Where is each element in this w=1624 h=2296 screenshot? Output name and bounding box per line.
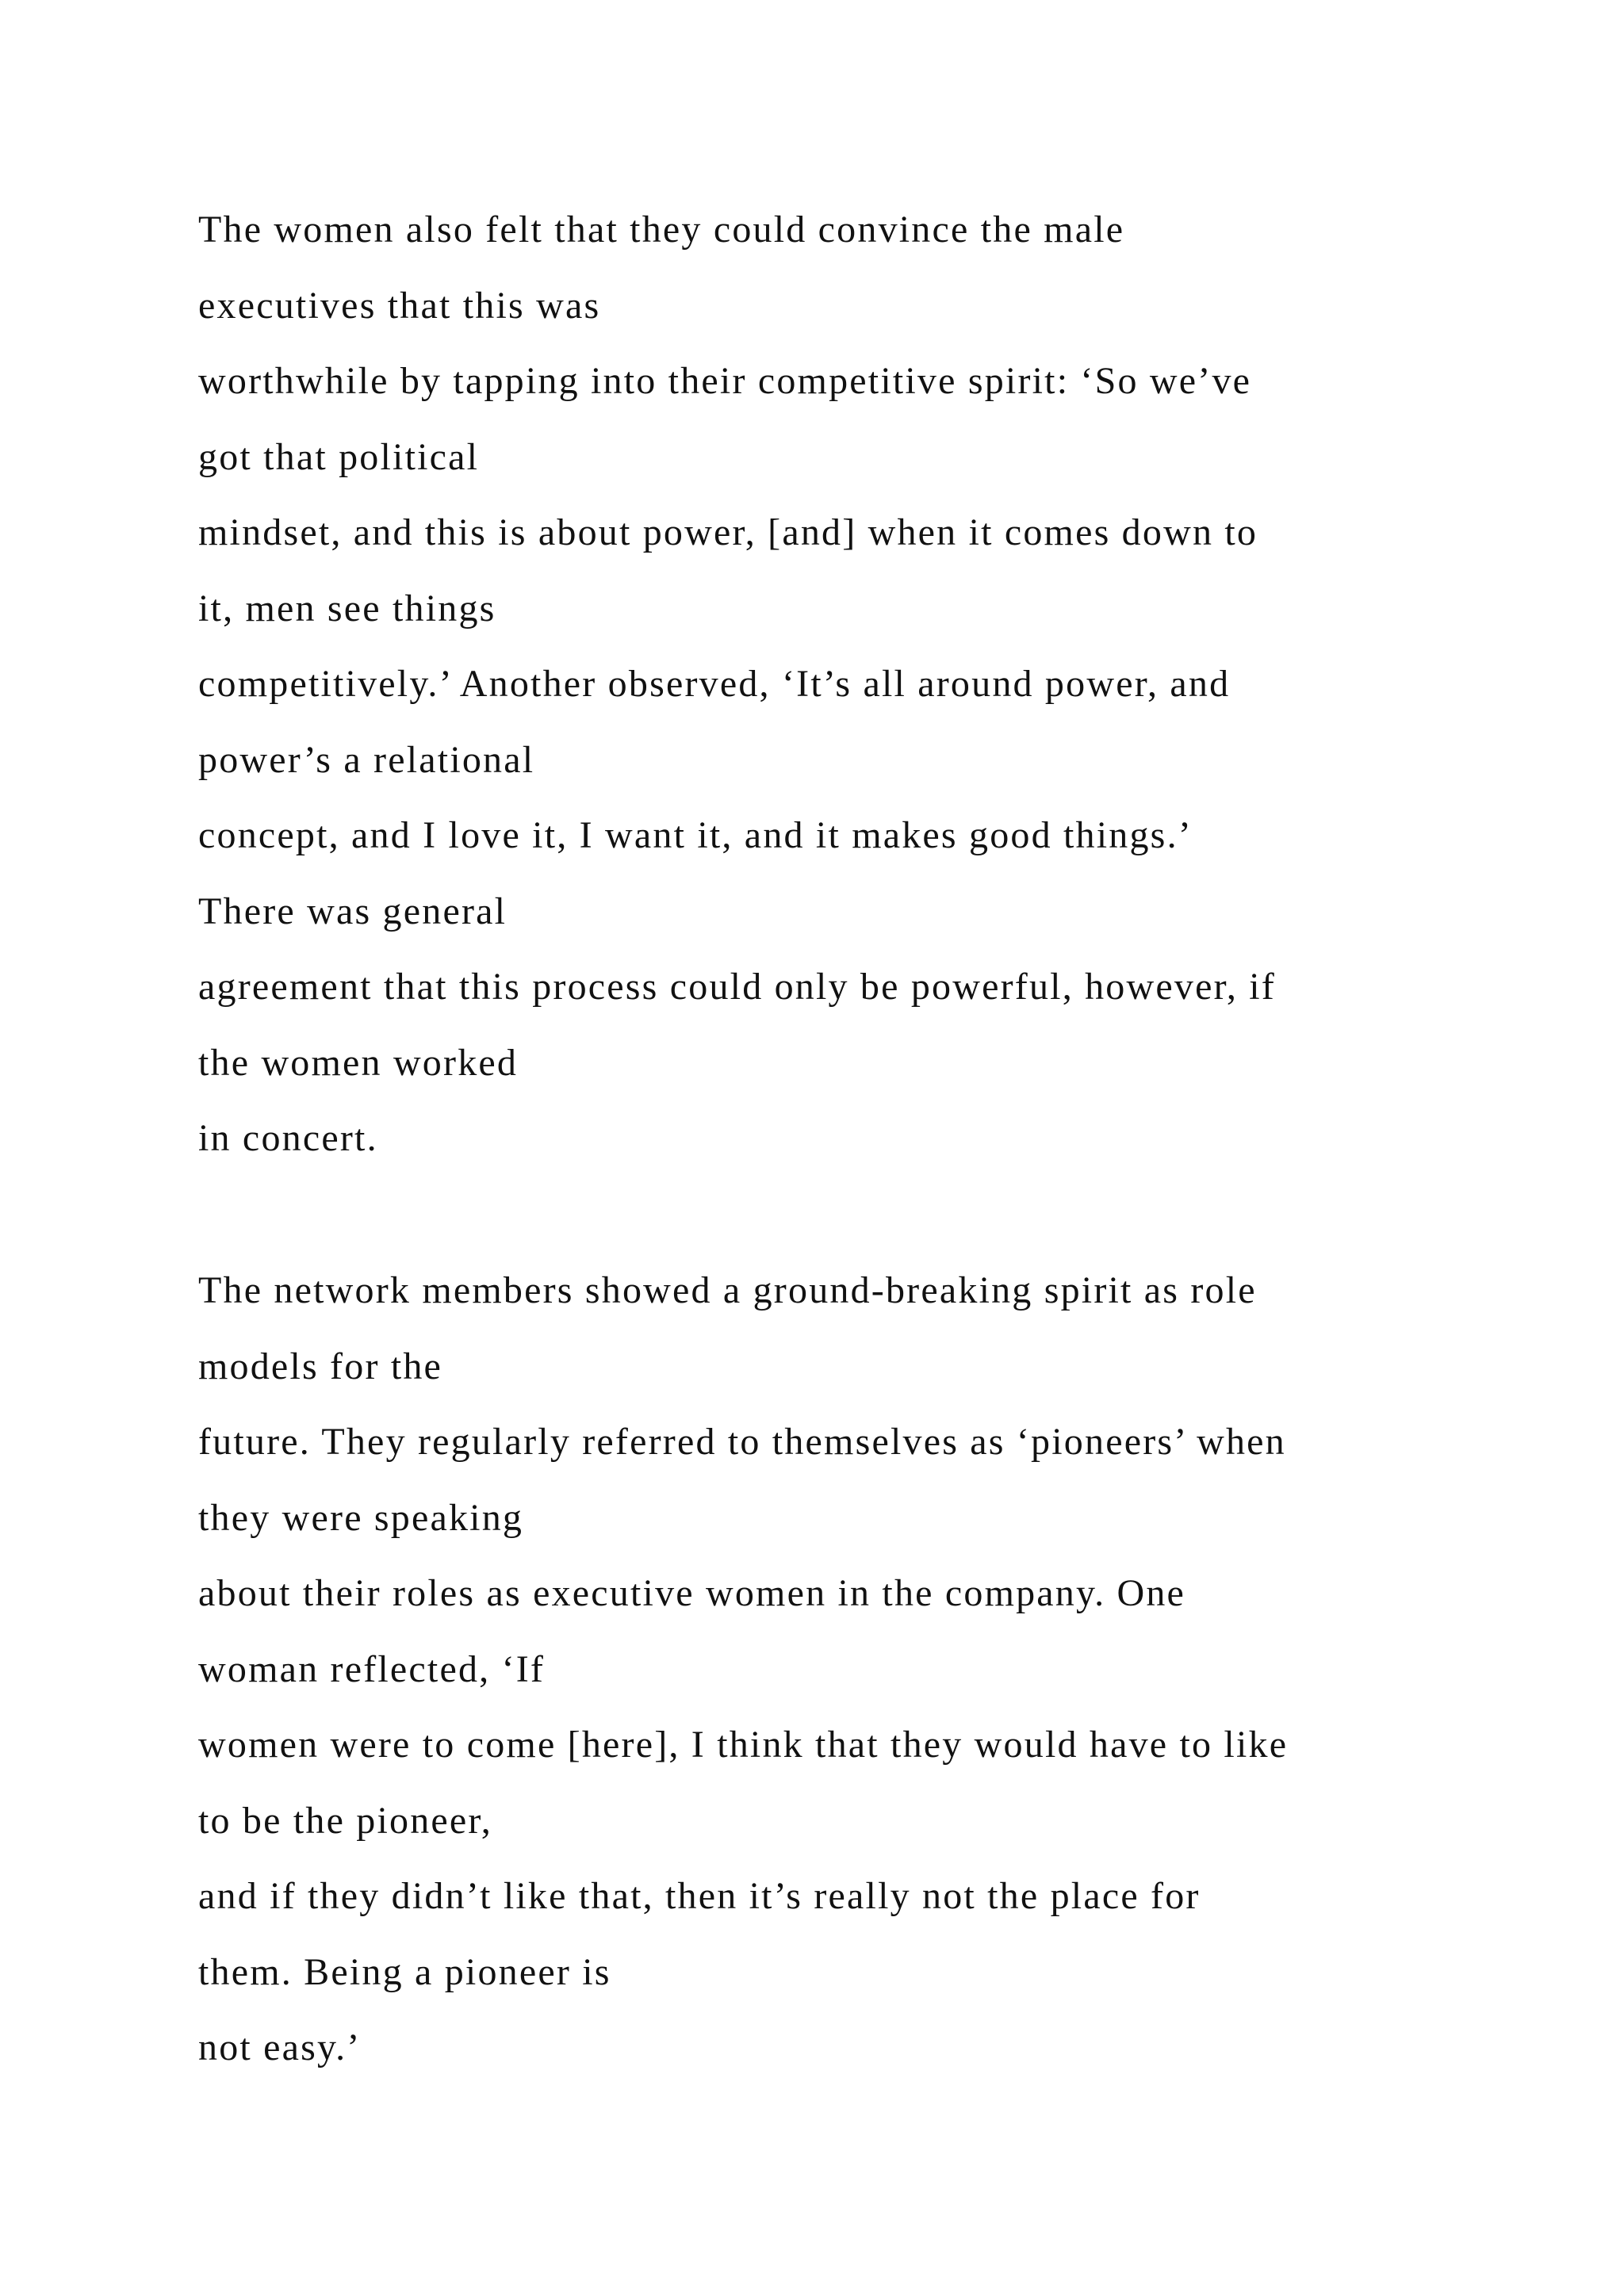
text-line: There was general [198, 890, 508, 932]
text-line: concept, and I love it, I want it, and it makes good things.’ [198, 814, 1193, 856]
text-line: mindset, and this is about power, [and] when it comes down to [198, 511, 1258, 553]
text-line: in concert. [198, 1117, 378, 1159]
text-line: future. They regularly referred to themselves as ‘pioneers’ when [198, 1421, 1286, 1463]
text-line: competitively.’ Another observed, ‘It’s all around power, and [198, 663, 1231, 705]
text-line: models for the [198, 1345, 443, 1387]
text-line: got that political [198, 435, 480, 478]
text-line: The network members showed a ground-breaking spirit as role [198, 1269, 1257, 1311]
text-line: the women worked [198, 1041, 519, 1084]
text-line: woman reflected, ‘If [198, 1647, 546, 1690]
text-line: agreement that this process could only be powerful, however, if [198, 966, 1276, 1008]
text-line: about their roles as executive women in the company. One [198, 1572, 1186, 1614]
text-line: they were speaking [198, 1496, 524, 1539]
text-line: worthwhile by tapping into their competitive spirit: ‘So we’ve [198, 360, 1252, 402]
paragraph-1 [198, 192, 1546, 1177]
text-line: to be the pioneer, [198, 1799, 492, 1842]
text-line: them. Being a pioneer is [198, 1950, 611, 1993]
text-line: women were to come [here], I think that they would have to like [198, 1724, 1289, 1766]
text-line: it, men see things [198, 587, 496, 629]
text-line: executives that this was [198, 284, 601, 327]
text-line: The women also felt that they could convince the male [198, 209, 1125, 251]
text-line: not easy.’ [198, 2026, 362, 2068]
text-line: and if they didn’t like that, then it’s really not the place for [198, 1875, 1201, 1917]
text-line: power’s a relational [198, 738, 535, 781]
paragraph-2 [198, 1253, 1546, 2086]
